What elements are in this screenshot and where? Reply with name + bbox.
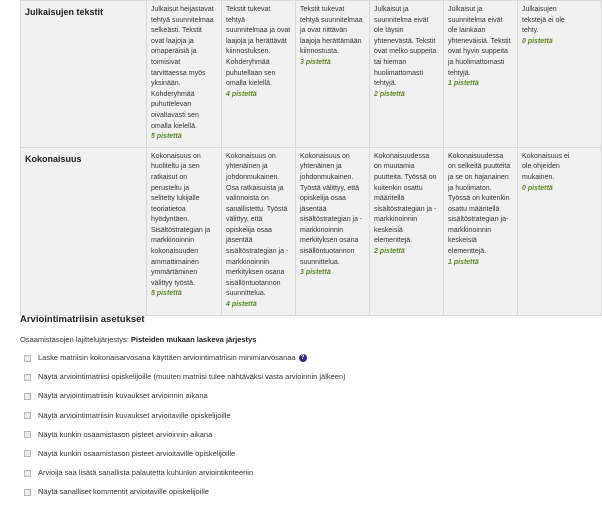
criterion-row: [21, 147, 602, 315]
level-score: 5 pistettä: [151, 133, 182, 141]
level-score: 0 pistettä: [522, 37, 553, 45]
option-label: Laske matriisin kokonaisarvosana käyttäen arviointimatriisin minimiarvosanaa: [38, 353, 296, 362]
level-score: 1 pistettä: [448, 80, 479, 88]
option-checkbox[interactable]: [24, 355, 31, 362]
option-checkbox[interactable]: [24, 450, 31, 457]
level-score: 2 pistettä: [374, 248, 405, 256]
level-description: Kokonaisuus on huoliteltu ja sen ratkaisut on perusteltu ja selitetty lukijalle teoriatietoa hyödyntäen. Sisältöstrategian ja markkinoinnin kokonaisuuden ammattimainen ymmärtäminen välittyy työstä.: [151, 152, 211, 287]
option-checkbox[interactable]: [24, 412, 31, 419]
criterion-name: Julkaisujen tekstit: [21, 1, 147, 148]
level-description: Tekstit tukevat tehtyä suunnitelmaa ja ovat riittävän laajoja herättämään kiinnostusta.: [300, 6, 363, 56]
level-order-label: Osaamistasojen lajittelujärjestys:: [20, 335, 129, 344]
option-label: Näytä kunkin osaamistason pisteet arvioitaville opiskelijoille: [38, 448, 236, 458]
option-label: Näytä kunkin osaamistason pisteet arvioinnin aikana: [38, 429, 213, 439]
option-checkbox[interactable]: [24, 489, 31, 496]
level-description: Tekstit tukevat tehtyä suunnitelmaa ja ovat laajoja ja herättävät kiinnostuksen. Kohderyhmää puhutellaan sen omalla kielellä.: [226, 6, 291, 88]
settings-option: [20, 487, 580, 497]
level-score: 0 pistettä: [522, 184, 553, 192]
level-description: Julkaisut ja suunnitelma eivät ole lainkaan yhteneväisiä. Tekstit ovat hyvin suppeita ja huolimattomasti tehtyjä.: [448, 6, 511, 77]
criterion-level: [147, 147, 222, 315]
criterion-level: [147, 1, 222, 148]
option-label: Näytä arviointimatriisi opiskelijoille (muuten matriisi tulee nähtäväksi vasta arvioinnin jälkeen): [38, 372, 346, 382]
level-description: Kokonaisuudessa on selkeitä puutteita ja se on hajanainen ja huolimaton. Työssä on kuitenkin osattu määritellä sisältöstrategian ja- markkinoinnin keskeisiä elementtejä.: [448, 152, 511, 256]
settings-option: [20, 353, 580, 363]
level-description: Julkaisujen tekstejä ei ole tehty.: [522, 6, 565, 35]
option-checkbox[interactable]: [24, 393, 31, 400]
option-label: Arvioija saa lisätä sanallista palautetta kuhunkin arviointikriteeriin: [38, 468, 254, 478]
level-score: 5 pistettä: [151, 290, 182, 298]
level-order-value: Pisteiden mukaan laskeva järjestys: [130, 335, 257, 344]
option-label: Näytä arviointimatriisin kuvaukset arvioitaville opiskelijoille: [38, 410, 231, 420]
option-checkbox[interactable]: [24, 431, 31, 438]
criterion-level: [296, 147, 370, 315]
criterion-row: [21, 1, 602, 148]
settings-options: [20, 353, 580, 497]
settings-option: [20, 372, 580, 382]
level-description: Julkaisut ja suunnitelma eivät ole täysin yhtenevästä. Tekstit ovat melko suppeita tai hieman huolimattomasti tehtyjä.: [374, 6, 437, 88]
criterion-level: [518, 1, 602, 148]
level-description: Kokonaisuudessa on muutamia puutteita. Työssä on kuitenkin osattu määritellä sisältöstrategian ja - markkinoinnin keskeisiä elementtejä.: [374, 152, 437, 245]
level-score: 2 pistettä: [374, 90, 405, 98]
settings-option: [20, 468, 580, 478]
criterion-level: [296, 1, 370, 148]
level-score: 1 pistettä: [448, 258, 479, 266]
settings-option: [20, 449, 580, 459]
level-score: 3 pistettä: [300, 269, 331, 277]
rubric-settings: [20, 314, 580, 507]
option-checkbox[interactable]: [24, 470, 31, 477]
settings-title: Arviointimatriisin asetukset: [20, 314, 145, 325]
level-description: Julkaisut heijastavat tehtyä suunnitelmaa selkeästi. Tekstit ovat laajoja ja omaperäisiä ja toimisivat tarvittaessa myös yksinään. Kohderyhmää puhuttelevan oivaltavasti sen omalla kielellä.: [151, 6, 214, 130]
level-score: 3 pistettä: [300, 58, 331, 66]
criterion-level: [444, 147, 518, 315]
level-score: 4 pistettä: [226, 301, 257, 309]
level-description: Kokonaisuus on yhtenäinen ja johdonmukainen. Työstä välittyy, että opiskelija osaa jäsentää sisältöstrategian ja - markkinoinnin merkityksen osana sisällöntuotannon suunnittelua.: [300, 152, 363, 266]
level-description: Kokonaisuus ei ole ohjeiden mukainen.: [522, 152, 570, 181]
criterion-level: [518, 147, 602, 315]
level-score: 4 pistettä: [226, 90, 257, 98]
criterion-name: Kokonaisuus: [21, 147, 147, 315]
help-icon[interactable]: ?: [299, 354, 307, 362]
option-label: Näytä sanalliset kommentit arvioitaville opiskelijoille: [38, 487, 209, 497]
option-checkbox[interactable]: [24, 374, 31, 381]
criterion-level: [444, 1, 518, 148]
criterion-level: [370, 147, 444, 315]
settings-option: [20, 391, 580, 401]
criterion-level: [222, 1, 296, 148]
level-order-row: [20, 334, 580, 345]
settings-option: [20, 411, 580, 421]
level-description: Kokonaisuus on yhtenäinen ja johdonmukainen. Osa ratkaisuista ja valinnoista on sanallistettu. Työstä välittyy, että opiskelija osaa jäsentää sisältöstrategian ja - markkinoinnin merkityksen osana sisällöntuotannon suunnittelua.: [226, 152, 289, 298]
settings-option: [20, 430, 580, 440]
rubric-table: [20, 0, 602, 316]
criterion-level: [370, 1, 444, 148]
criterion-level: [222, 147, 296, 315]
option-label: Näytä arviointimatriisin kuvaukset arvioinnin aikana: [38, 391, 208, 401]
rubric-matrix: [20, 0, 601, 316]
